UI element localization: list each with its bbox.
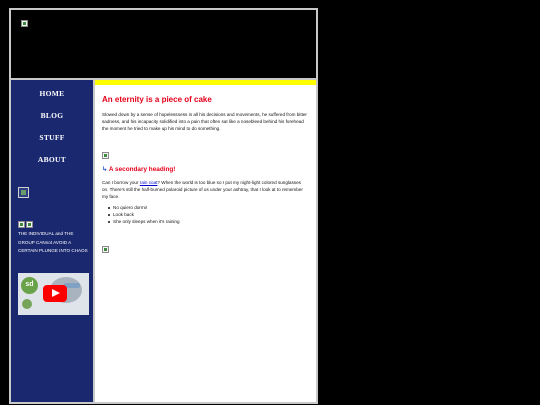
broken-image-icon [102,246,109,253]
broken-image-icon [21,20,28,27]
nav-home-link[interactable]: HOME [39,89,65,98]
bullet-list [109,204,180,225]
return-arrow-icon: ↳ [102,166,108,173]
paragraph-1: Slowed down by a sense of hopelessness in all his decisions and movements, he suffered from bitter sadness, and his incapacity solidified into a pain that often sat like a nosebleed behind his forehead the moment he tried to make up his mind to do something. [102,112,307,131]
page-title: An eternity is a piece of cake [102,95,212,104]
paragraph-2-start: Can I borrow your [102,180,140,185]
rain-coat-link[interactable]: rain coat [139,180,158,185]
paragraph-2 [102,179,308,200]
paragraph-2-end: ? When the world is too blue so I put my night-light colored sunglasses on. There's still the half-burned polaroid picture of us under your ashtray, that I look at to remember my face. [102,180,303,199]
broken-image-icon [26,221,33,228]
main-content [95,80,316,402]
secondary-heading-text: A secondary heading! [108,166,176,173]
sidebar-caption: THE INDIVIDUAL and THE GROUP CANnot AVOID A CERTAIN PLUNGE INTO CHAOS [18,231,88,253]
accent-bar [95,80,316,85]
list-item: She only sleeps when it's raining [109,218,180,225]
youtube-embed[interactable] [18,273,89,315]
channel-logo[interactable]: sd [21,277,38,294]
secondary-heading [102,165,175,173]
broken-image-icon [18,221,25,228]
nav-blog-link[interactable]: BLOG [40,111,64,120]
channel-logo-secondary [22,299,32,309]
sidebar [11,80,95,402]
page-frame [9,8,318,404]
list-item: No quiero dormir [109,204,180,211]
play-icon[interactable] [43,285,67,302]
nav-stuff-link[interactable]: STUFF [39,133,65,142]
broken-image-icon [102,152,109,159]
sidebar-image-icon [18,187,29,198]
nav-about-link[interactable]: ABOUT [37,155,67,164]
header-banner [11,10,316,80]
list-item: Look back [109,211,180,218]
